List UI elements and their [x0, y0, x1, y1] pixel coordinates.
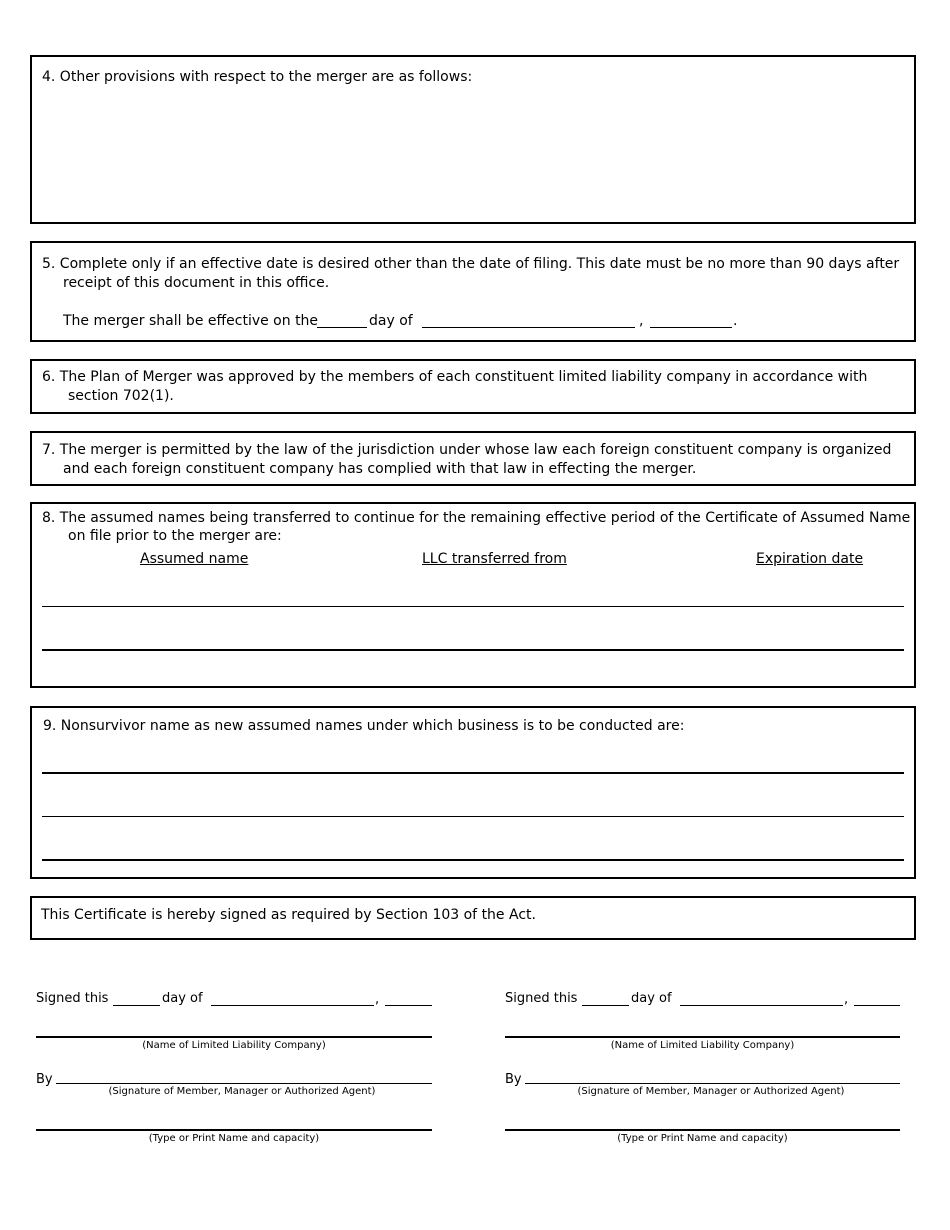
- effective-comma: ,: [639, 313, 644, 329]
- col-expiration-date: Expiration date: [756, 551, 864, 567]
- item-6-line1: 6. The Plan of Merger was approved by the members of each constituent limited liability company in accordance with: [42, 369, 868, 385]
- signed-year-field[interactable]: [385, 1005, 432, 1006]
- item-7-line2: and each foreign constituent company has complied with that law in effecting the merger.: [63, 461, 697, 477]
- print-name-field[interactable]: [505, 1129, 900, 1131]
- signature-caption: (Signature of Member, Manager or Authorized Agent): [577, 1086, 845, 1097]
- comma-label: ,: [844, 992, 849, 1007]
- nonsurvivor-row-3[interactable]: [42, 859, 904, 861]
- effective-prefix: The merger shall be effective on the: [63, 313, 319, 329]
- item-6-box: [30, 359, 916, 414]
- by-label: By: [36, 1072, 53, 1087]
- item-5-box: [30, 241, 916, 342]
- effective-day-of: day of: [369, 313, 413, 329]
- item-4-text: 4. Other provisions with respect to the merger are as follows:: [42, 69, 473, 85]
- print-name-field[interactable]: [36, 1129, 432, 1131]
- signed-year-field[interactable]: [854, 1005, 900, 1006]
- signed-day-field[interactable]: [113, 1005, 160, 1006]
- effective-month-field[interactable]: [422, 327, 635, 328]
- item-4-box: [30, 55, 916, 224]
- item-8-line1: 8. The assumed names being transferred to continue for the remaining effective period of the Certificate of Assumed Name: [42, 510, 911, 526]
- signed-this-label: Signed this: [36, 991, 109, 1006]
- signed-month-field[interactable]: [211, 1005, 374, 1006]
- col-llc-transferred-from: LLC transferred from: [422, 551, 567, 567]
- print-name-caption: (Type or Print Name and capacity): [617, 1133, 788, 1144]
- print-name-caption: (Type or Print Name and capacity): [148, 1133, 320, 1144]
- item-9-box: [30, 706, 916, 879]
- item-9-text: 9. Nonsurvivor name as new assumed names under which business is to be conducted are:: [43, 718, 685, 734]
- item-5-line1: 5. Complete only if an effective date is desired other than the date of filing. This date must be no more than 90 days after: [42, 256, 900, 272]
- effective-period: .: [733, 313, 738, 329]
- nonsurvivor-row-2[interactable]: [42, 816, 904, 817]
- signed-day-field[interactable]: [582, 1005, 629, 1006]
- assumed-name-row-1[interactable]: [42, 606, 904, 607]
- assumed-name-row-2[interactable]: [42, 649, 904, 651]
- company-name-field[interactable]: [36, 1036, 432, 1038]
- effective-year-field[interactable]: [650, 327, 732, 328]
- effective-day-field[interactable]: [317, 327, 367, 328]
- nonsurvivor-row-1[interactable]: [42, 772, 904, 774]
- certificate-box: [30, 896, 916, 940]
- company-name-field[interactable]: [505, 1036, 900, 1038]
- certificate-text: This Certificate is hereby signed as required by Section 103 of the Act.: [41, 907, 536, 923]
- by-label: By: [505, 1072, 522, 1087]
- comma-label: ,: [375, 992, 380, 1007]
- company-name-caption: (Name of Limited Liability Company): [610, 1040, 795, 1051]
- item-8-line2: on file prior to the merger are:: [68, 528, 282, 544]
- col-assumed-name: Assumed name: [140, 551, 249, 567]
- signature-field[interactable]: [56, 1083, 432, 1084]
- signature-caption: (Signature of Member, Manager or Authorized Agent): [108, 1086, 376, 1097]
- signed-this-label: Signed this: [505, 991, 578, 1006]
- item-7-line1: 7. The merger is permitted by the law of the jurisdiction under whose law each foreign constituent company is organized: [42, 442, 892, 458]
- item-6-line2: section 702(1).: [68, 388, 174, 404]
- company-name-caption: (Name of Limited Liability Company): [142, 1040, 326, 1051]
- signature-field[interactable]: [525, 1083, 900, 1084]
- item-7-box: [30, 431, 916, 486]
- item-5-line2: receipt of this document in this office.: [63, 275, 330, 291]
- signed-month-field[interactable]: [680, 1005, 843, 1006]
- item-8-box: [30, 502, 916, 688]
- day-of-label: day of: [631, 991, 672, 1006]
- day-of-label: day of: [162, 991, 203, 1006]
